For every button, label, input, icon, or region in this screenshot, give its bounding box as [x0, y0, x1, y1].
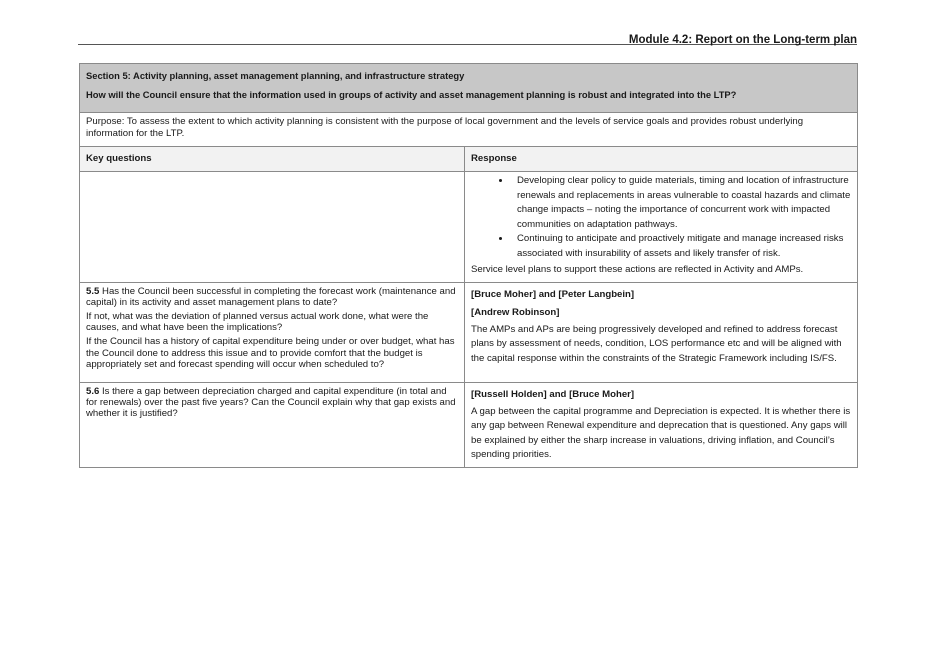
table-row — [80, 172, 858, 283]
key-question-cell — [80, 282, 465, 382]
question-number: 5.5 — [86, 285, 100, 297]
response-text: The AMPs and APs are being progressively developed and refined to address forecast plans by assessment of needs, condition, LOS performance etc and will be aligned with the capital response within the constraints of the Strategic Framework including IS/FS. — [471, 323, 842, 364]
key-question-cell — [80, 172, 465, 283]
column-header-key-questions: Key questions — [80, 147, 465, 172]
respondent-names: [Bruce Moher] and [Peter Langbein] — [471, 288, 635, 300]
section-heading-cell — [80, 64, 858, 113]
response-cell — [465, 282, 858, 382]
question-paragraph: If not, what was the deviation of planned versus actual work done, what were the causes, and what have been the implications? — [86, 310, 429, 334]
response-bullet: • Developing clear policy to guide materials, timing and location of infrastructure renewals and replacements in areas vulnerable to coastal hazards and climate change impacts – noting the importance of concurrent work with impacted communities on adaptation pathways. — [511, 174, 851, 232]
question-number: 5.6 — [86, 385, 100, 397]
page-header-title: Module 4.2: Report on the Long-term plan — [628, 34, 857, 46]
purpose-cell — [80, 113, 858, 147]
question-paragraph: 5.5 Has the Council been successful in completing the forecast work (maintenance and capital) in its activity and asset management plans to date? — [86, 285, 456, 308]
question-paragraph: If the Council has a history of capital expenditure being under or over budget, what has the Council done to address this issue and to provide comfort that the budget is appropriately set and forecast spending will occur when scheduled to? — [86, 336, 455, 370]
question-paragraph: 5.6 Is there a gap between depreciation charged and capital expenditure (in total and for renewals) over the past five years? Can the Council explain why that gap exists and whether it is justified? — [86, 385, 456, 419]
column-header-response: Response — [465, 147, 858, 172]
response-text: Service level plans to support these actions are reflected in Activity and AMPs. — [471, 264, 804, 275]
table-row — [80, 282, 858, 382]
response-bullet: • Continuing to anticipate and proactively mitigate and manage increased risks associated with insurability of assets and likely transfer of risk. — [511, 232, 851, 261]
response-bullet-list — [471, 174, 851, 261]
purpose-text: Purpose: To assess the extent to which activity planning is consistent with the purpose of local government and the levels of service goals and provides robust underlying information for the LTP. — [86, 116, 804, 139]
respondent-names: [Russell Holden] and [Bruce Moher] — [471, 388, 635, 400]
response-cell — [465, 382, 858, 467]
respondent-names: [Andrew Robinson] — [471, 306, 560, 318]
response-text: A gap between the capital programme and Depreciation is expected. It is whether there is any gap between Renewal expenditure and deprecation that is questioned. Any gaps will be explained by either the sharp increase in valuations, driving inflation, and Council’s spending priorities. — [471, 405, 851, 460]
section-title: Section 5: Activity planning, asset management planning, and infrastructure strategy — [86, 70, 465, 81]
response-cell — [465, 172, 858, 283]
section-question: How will the Council ensure that the information used in groups of activity and asset management planning is robust and integrated into the LTP? — [86, 89, 737, 100]
table-row — [80, 382, 858, 467]
key-question-cell — [80, 382, 465, 467]
page-header — [78, 30, 857, 45]
review-table — [79, 63, 858, 468]
